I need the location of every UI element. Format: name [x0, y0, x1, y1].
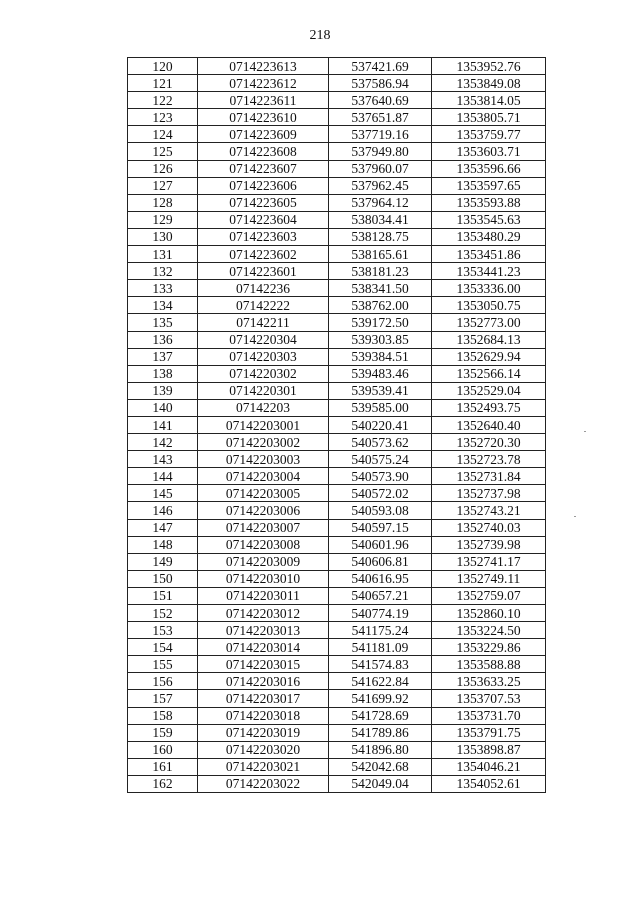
x-coordinate-cell: 540597.15	[329, 519, 432, 536]
point-code-cell: 07142203010	[198, 570, 329, 587]
y-coordinate-cell: 1353224.50	[432, 622, 546, 639]
table-row	[128, 587, 546, 604]
point-number-cell: 139	[128, 382, 198, 399]
x-coordinate-cell: 537421.69	[329, 58, 432, 75]
y-coordinate-cell: 1353791.75	[432, 724, 546, 741]
y-coordinate-cell: 1352759.07	[432, 587, 546, 604]
x-coordinate-cell: 539539.41	[329, 382, 432, 399]
point-code-cell: 0714220301	[198, 382, 329, 399]
x-coordinate-cell: 540606.81	[329, 553, 432, 570]
point-number-cell: 145	[128, 485, 198, 502]
x-coordinate-cell: 537960.07	[329, 160, 432, 177]
point-number-cell: 140	[128, 399, 198, 416]
table-row	[128, 177, 546, 194]
point-number-cell: 147	[128, 519, 198, 536]
point-number-cell: 122	[128, 92, 198, 109]
table-row	[128, 707, 546, 724]
point-code-cell: 0714223604	[198, 211, 329, 228]
point-code-cell: 0714223605	[198, 194, 329, 211]
y-coordinate-cell: 1353480.29	[432, 228, 546, 245]
x-coordinate-cell: 538034.41	[329, 211, 432, 228]
point-code-cell: 07142211	[198, 314, 329, 331]
x-coordinate-cell: 537949.80	[329, 143, 432, 160]
point-number-cell: 161	[128, 758, 198, 775]
point-code-cell: 07142203004	[198, 468, 329, 485]
y-coordinate-cell: 1353603.71	[432, 143, 546, 160]
x-coordinate-cell: 540601.96	[329, 536, 432, 553]
table-row	[128, 775, 546, 792]
x-coordinate-cell: 540572.02	[329, 485, 432, 502]
y-coordinate-cell: 1353596.66	[432, 160, 546, 177]
table-row	[128, 519, 546, 536]
point-number-cell: 154	[128, 639, 198, 656]
x-coordinate-cell: 537964.12	[329, 194, 432, 211]
table-row	[128, 536, 546, 553]
table-row	[128, 553, 546, 570]
point-number-cell: 157	[128, 690, 198, 707]
x-coordinate-cell: 541896.80	[329, 741, 432, 758]
table-row	[128, 570, 546, 587]
x-coordinate-cell: 538181.23	[329, 263, 432, 280]
point-number-cell: 127	[128, 177, 198, 194]
point-number-cell: 129	[128, 211, 198, 228]
y-coordinate-cell: 1353759.77	[432, 126, 546, 143]
y-coordinate-cell: 1353731.70	[432, 707, 546, 724]
coordinates-table-body	[128, 58, 546, 793]
point-code-cell: 07142203012	[198, 605, 329, 622]
y-coordinate-cell: 1352749.11	[432, 570, 546, 587]
point-code-cell: 07142203021	[198, 758, 329, 775]
y-coordinate-cell: 1352773.00	[432, 314, 546, 331]
x-coordinate-cell: 541789.86	[329, 724, 432, 741]
y-coordinate-cell: 1352493.75	[432, 399, 546, 416]
point-code-cell: 0714223602	[198, 246, 329, 263]
x-coordinate-cell: 538165.61	[329, 246, 432, 263]
point-code-cell: 0714223611	[198, 92, 329, 109]
y-coordinate-cell: 1353593.88	[432, 194, 546, 211]
point-code-cell: 07142203006	[198, 502, 329, 519]
x-coordinate-cell: 539303.85	[329, 331, 432, 348]
y-coordinate-cell: 1353814.05	[432, 92, 546, 109]
y-coordinate-cell: 1353898.87	[432, 741, 546, 758]
point-number-cell: 138	[128, 365, 198, 382]
point-number-cell: 156	[128, 673, 198, 690]
point-number-cell: 151	[128, 587, 198, 604]
point-code-cell: 07142203020	[198, 741, 329, 758]
y-coordinate-cell: 1353597.65	[432, 177, 546, 194]
x-coordinate-cell: 538128.75	[329, 228, 432, 245]
table-row	[128, 622, 546, 639]
point-code-cell: 07142203013	[198, 622, 329, 639]
table-row	[128, 160, 546, 177]
x-coordinate-cell: 540575.24	[329, 451, 432, 468]
scan-speck	[584, 431, 586, 432]
y-coordinate-cell: 1354052.61	[432, 775, 546, 792]
point-code-cell: 0714223612	[198, 75, 329, 92]
x-coordinate-cell: 537719.16	[329, 126, 432, 143]
y-coordinate-cell: 1353229.86	[432, 639, 546, 656]
point-number-cell: 137	[128, 348, 198, 365]
y-coordinate-cell: 1353707.53	[432, 690, 546, 707]
x-coordinate-cell: 541699.92	[329, 690, 432, 707]
table-row	[128, 690, 546, 707]
y-coordinate-cell: 1353805.71	[432, 109, 546, 126]
point-number-cell: 120	[128, 58, 198, 75]
point-number-cell: 155	[128, 656, 198, 673]
point-number-cell: 159	[128, 724, 198, 741]
point-code-cell: 07142203019	[198, 724, 329, 741]
table-row	[128, 211, 546, 228]
point-code-cell: 07142203009	[198, 553, 329, 570]
table-row	[128, 263, 546, 280]
x-coordinate-cell: 542042.68	[329, 758, 432, 775]
x-coordinate-cell: 540573.62	[329, 434, 432, 451]
point-number-cell: 150	[128, 570, 198, 587]
x-coordinate-cell: 537640.69	[329, 92, 432, 109]
point-number-cell: 123	[128, 109, 198, 126]
scan-speck	[574, 516, 576, 517]
y-coordinate-cell: 1352723.78	[432, 451, 546, 468]
x-coordinate-cell: 539172.50	[329, 314, 432, 331]
table-row	[128, 451, 546, 468]
point-code-cell: 07142203016	[198, 673, 329, 690]
point-number-cell: 148	[128, 536, 198, 553]
point-number-cell: 143	[128, 451, 198, 468]
point-code-cell: 0714220304	[198, 331, 329, 348]
point-code-cell: 07142236	[198, 280, 329, 297]
x-coordinate-cell: 538341.50	[329, 280, 432, 297]
x-coordinate-cell: 537586.94	[329, 75, 432, 92]
point-number-cell: 142	[128, 434, 198, 451]
y-coordinate-cell: 1354046.21	[432, 758, 546, 775]
y-coordinate-cell: 1352629.94	[432, 348, 546, 365]
y-coordinate-cell: 1353050.75	[432, 297, 546, 314]
point-code-cell: 07142203015	[198, 656, 329, 673]
table-row	[128, 673, 546, 690]
table-row	[128, 399, 546, 416]
x-coordinate-cell: 540657.21	[329, 587, 432, 604]
table-row	[128, 126, 546, 143]
table-row	[128, 246, 546, 263]
table-row	[128, 365, 546, 382]
table-row	[128, 639, 546, 656]
point-number-cell: 152	[128, 605, 198, 622]
point-number-cell: 160	[128, 741, 198, 758]
x-coordinate-cell: 540573.90	[329, 468, 432, 485]
x-coordinate-cell: 541175.24	[329, 622, 432, 639]
point-number-cell: 130	[128, 228, 198, 245]
point-code-cell: 0714223608	[198, 143, 329, 160]
page-number: 218	[309, 28, 331, 43]
coordinates-table-container	[127, 57, 546, 793]
table-row	[128, 485, 546, 502]
table-row	[128, 348, 546, 365]
point-code-cell: 0714223601	[198, 263, 329, 280]
x-coordinate-cell: 542049.04	[329, 775, 432, 792]
point-code-cell: 07142203017	[198, 690, 329, 707]
table-row	[128, 314, 546, 331]
table-row	[128, 758, 546, 775]
y-coordinate-cell: 1353441.23	[432, 263, 546, 280]
point-code-cell: 0714223610	[198, 109, 329, 126]
table-row	[128, 58, 546, 75]
point-number-cell: 136	[128, 331, 198, 348]
table-row	[128, 468, 546, 485]
table-row	[128, 605, 546, 622]
table-row	[128, 143, 546, 160]
y-coordinate-cell: 1353451.86	[432, 246, 546, 263]
point-code-cell: 07142203001	[198, 416, 329, 433]
table-row	[128, 92, 546, 109]
x-coordinate-cell: 540220.41	[329, 416, 432, 433]
y-coordinate-cell: 1352741.17	[432, 553, 546, 570]
point-number-cell: 126	[128, 160, 198, 177]
x-coordinate-cell: 539585.00	[329, 399, 432, 416]
y-coordinate-cell: 1352740.03	[432, 519, 546, 536]
y-coordinate-cell: 1353545.63	[432, 211, 546, 228]
point-number-cell: 144	[128, 468, 198, 485]
point-number-cell: 158	[128, 707, 198, 724]
y-coordinate-cell: 1352743.21	[432, 502, 546, 519]
y-coordinate-cell: 1352529.04	[432, 382, 546, 399]
point-code-cell: 07142203003	[198, 451, 329, 468]
point-code-cell: 0714220303	[198, 348, 329, 365]
table-row	[128, 416, 546, 433]
y-coordinate-cell: 1352640.40	[432, 416, 546, 433]
table-row	[128, 724, 546, 741]
point-number-cell: 153	[128, 622, 198, 639]
point-number-cell: 141	[128, 416, 198, 433]
point-number-cell: 132	[128, 263, 198, 280]
x-coordinate-cell: 541181.09	[329, 639, 432, 656]
point-code-cell: 0714220302	[198, 365, 329, 382]
x-coordinate-cell: 541728.69	[329, 707, 432, 724]
point-number-cell: 133	[128, 280, 198, 297]
y-coordinate-cell: 1353588.88	[432, 656, 546, 673]
coordinates-table	[127, 57, 546, 793]
y-coordinate-cell: 1352860.10	[432, 605, 546, 622]
table-row	[128, 228, 546, 245]
point-number-cell: 131	[128, 246, 198, 263]
table-row	[128, 382, 546, 399]
table-row	[128, 656, 546, 673]
y-coordinate-cell: 1352739.98	[432, 536, 546, 553]
x-coordinate-cell: 540593.08	[329, 502, 432, 519]
point-code-cell: 0714223607	[198, 160, 329, 177]
point-code-cell: 07142203005	[198, 485, 329, 502]
y-coordinate-cell: 1352684.13	[432, 331, 546, 348]
point-code-cell: 0714223609	[198, 126, 329, 143]
x-coordinate-cell: 540774.19	[329, 605, 432, 622]
table-row	[128, 331, 546, 348]
point-code-cell: 07142203011	[198, 587, 329, 604]
x-coordinate-cell: 538762.00	[329, 297, 432, 314]
table-row	[128, 75, 546, 92]
point-code-cell: 0714223613	[198, 58, 329, 75]
x-coordinate-cell: 541622.84	[329, 673, 432, 690]
table-row	[128, 741, 546, 758]
table-row	[128, 297, 546, 314]
point-code-cell: 07142203018	[198, 707, 329, 724]
y-coordinate-cell: 1352737.98	[432, 485, 546, 502]
point-code-cell: 07142203022	[198, 775, 329, 792]
point-code-cell: 0714223606	[198, 177, 329, 194]
y-coordinate-cell: 1353849.08	[432, 75, 546, 92]
point-number-cell: 149	[128, 553, 198, 570]
y-coordinate-cell: 1353952.76	[432, 58, 546, 75]
y-coordinate-cell: 1352731.84	[432, 468, 546, 485]
point-number-cell: 125	[128, 143, 198, 160]
x-coordinate-cell: 539384.51	[329, 348, 432, 365]
x-coordinate-cell: 539483.46	[329, 365, 432, 382]
point-number-cell: 146	[128, 502, 198, 519]
point-number-cell: 128	[128, 194, 198, 211]
table-row	[128, 434, 546, 451]
point-number-cell: 135	[128, 314, 198, 331]
point-number-cell: 121	[128, 75, 198, 92]
point-number-cell: 134	[128, 297, 198, 314]
point-code-cell: 07142222	[198, 297, 329, 314]
table-row	[128, 502, 546, 519]
point-number-cell: 124	[128, 126, 198, 143]
x-coordinate-cell: 540616.95	[329, 570, 432, 587]
x-coordinate-cell: 537651.87	[329, 109, 432, 126]
table-row	[128, 109, 546, 126]
point-number-cell: 162	[128, 775, 198, 792]
point-code-cell: 07142203014	[198, 639, 329, 656]
y-coordinate-cell: 1353633.25	[432, 673, 546, 690]
x-coordinate-cell: 541574.83	[329, 656, 432, 673]
table-row	[128, 194, 546, 211]
point-code-cell: 07142203002	[198, 434, 329, 451]
point-code-cell: 07142203008	[198, 536, 329, 553]
y-coordinate-cell: 1352720.30	[432, 434, 546, 451]
y-coordinate-cell: 1352566.14	[432, 365, 546, 382]
y-coordinate-cell: 1353336.00	[432, 280, 546, 297]
table-row	[128, 280, 546, 297]
x-coordinate-cell: 537962.45	[329, 177, 432, 194]
point-code-cell: 07142203	[198, 399, 329, 416]
point-code-cell: 07142203007	[198, 519, 329, 536]
point-code-cell: 0714223603	[198, 228, 329, 245]
